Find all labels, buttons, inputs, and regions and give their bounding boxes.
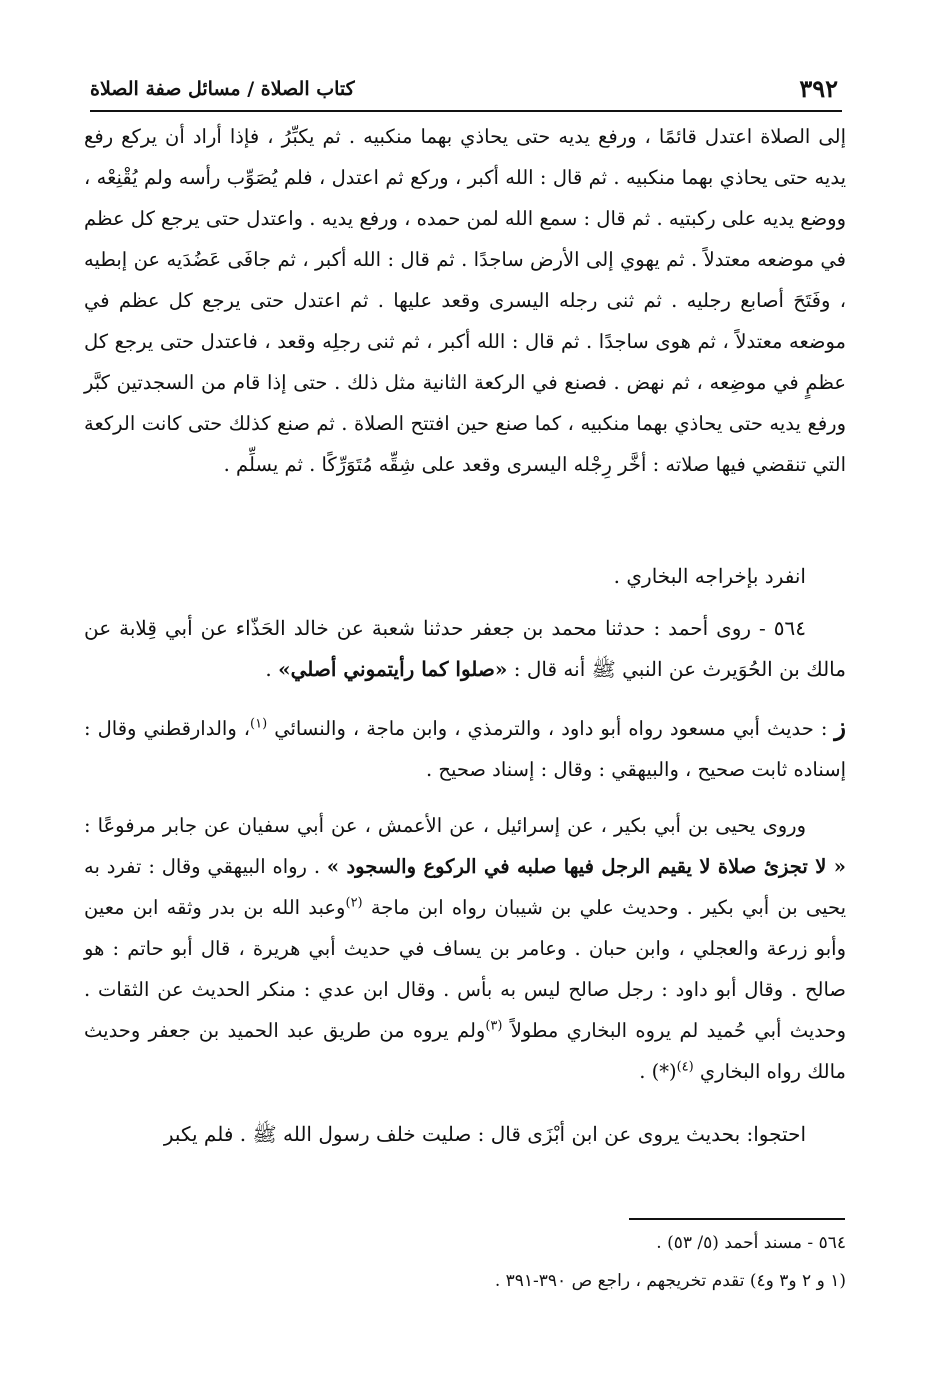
footnote-item: (١ و ٢ و٣ و٤) تقدم تخريجهم ، راجع ص ٣٩٠-٣٩١ . (494, 1271, 846, 1291)
footnote-ref-4: (٤) (676, 1059, 694, 1075)
footnote-divider (629, 1218, 845, 1220)
body-paragraph (84, 116, 846, 485)
footnote-ref-2: (٢) (345, 895, 363, 911)
hadith-end: . (265, 657, 279, 681)
zawaid-text-b: ، والدارقطني وقال : إسناده ثابت صحيح ، والبيهقي : وقال : إسناد صحيح . (84, 717, 846, 781)
zawaid-marker: ز (834, 712, 846, 741)
zawaid-note (84, 706, 846, 790)
jabir-c: وعبد الله بن بدر وثقه ابن معين وأبو زرعة والعجلي ، وابن حبان . وعامر بن يساف في حديث أبي هريرة ، قال أبو حاتم : هو صالح . وقال أبو داود : رجل صالح ليس به بأس . وقال ابن عدي : منكر الحديث عن الثقات . وحديث أبي حُميد لم يروه البخاري مطولاً (84, 896, 846, 1042)
paragraph-text: إلى الصلاة اعتدل قائمًا ، ورفع يديه حتى يحاذي بهما منكبيه . ثم يكبِّرُ ، فإذا أراد أن يركع رفع يديه حتى يحاذي بهما منكبيه . ثم قال : الله أكبر ، وركع ثم اعتدل ، فلم يُصَوِّب رأسه ولم يُقْنِعْه ، ووضع يديه على ركبتيه . ثم قال : سمع الله لمن حمده ، ورفع يديه . واعتدل حتى يرجع كل عظم في موضعه معتدلاً . ثم يهوي إلى الأرض ساجدًا . ثم قال : الله أكبر ، ثم جافَى عَضُدَيه عن إبطيه ، وفَتَحَ أصابع رجليه . ثم ثنى رجله اليسرى وقعد عليها . ثم اعتدل حتى يرجع كل عظم في موضعه معتدلاً ، ثم هوى ساجدًا . ثم قال : الله أكبر ، ثم ثنى رجلِه وقعد ، فاعتدل حتى يرجع كل عظمٍ في موضِعه ، ثم نهض . فصنع في الركعة الثانية مثل ذلك . حتى إذا قام من السجدتين كبَّر ورفع يديه حتى يحاذي بهما منكبيه ، كما صنع حين افتتح الصلاة . ثم صنع كذلك حتى كانت الركعة التي تنقضي فيها صلاته : أخَّر رِجْله اليسرى وقعد على شِقِّه مُتَوَرِّكًا . ثم يسلِّم . (84, 125, 846, 476)
page-number: ٣٩٢ (799, 74, 838, 103)
jabir-paragraph (84, 805, 846, 1092)
jabir-quote: « لا تجزئ صلاة لا يقيم الرجل فيها صلبه في الركوع والسجود » (326, 855, 846, 878)
hadith-564-text (84, 608, 846, 690)
hadith-564 (84, 608, 846, 690)
jabir-b: . رواه البيهقي وقال : تفرد به يحيى بن أبي بكير . وحديث علي بن شيبان رواه ابن ماجة (84, 855, 846, 919)
running-title: كتاب الصلاة / مسائل صفة الصلاة (90, 78, 355, 100)
hadith-chain: ٥٦٤ - روى أحمد : حدثنا محمد بن جعفر حدثنا شعبة عن خالد الحَذّاء عن أبي قِلابة عن مالك بن الحُوَيرث عن النبي ﷺ أنه قال : (84, 616, 846, 681)
bukhari-note-text: انفرد بإخراجه البخاري . (613, 564, 806, 588)
hadith-quote: «صلوا كما رأيتموني أصلي» (278, 657, 508, 681)
ihtajju-paragraph (84, 1114, 846, 1155)
ihtajju-text: احتجوا: بحديث يروى عن ابن أبْزَى قال : صليت خلف رسول الله ﷺ . فلم يكبر (163, 1122, 806, 1146)
jabir-e: (*) . (639, 1060, 677, 1083)
footnote-item: ٥٦٤ - مسند أحمد (٥/ ٥٣) . (656, 1233, 846, 1253)
page-header (90, 68, 842, 112)
zawaid-text (84, 706, 846, 790)
footnote-ref-3: (٣) (485, 1018, 503, 1034)
jabir-a: وروى يحيى بن أبي بكير ، عن إسرائيل ، عن الأعمش ، عن أبي سفيان عن جابر مرفوعًا : (84, 814, 806, 837)
jabir-d: ولم يروه من طريق عبد الحميد بن جعفر وحديث مالك رواه البخاري (84, 1019, 846, 1083)
jabir-text (84, 805, 846, 1092)
footnote-ref-1: (١) (250, 716, 268, 732)
zawaid-text-a: : حديث أبي مسعود رواه أبو داود ، والترمذي ، وابن ماجة ، والنسائي (267, 717, 835, 740)
bukhari-note (84, 556, 846, 597)
